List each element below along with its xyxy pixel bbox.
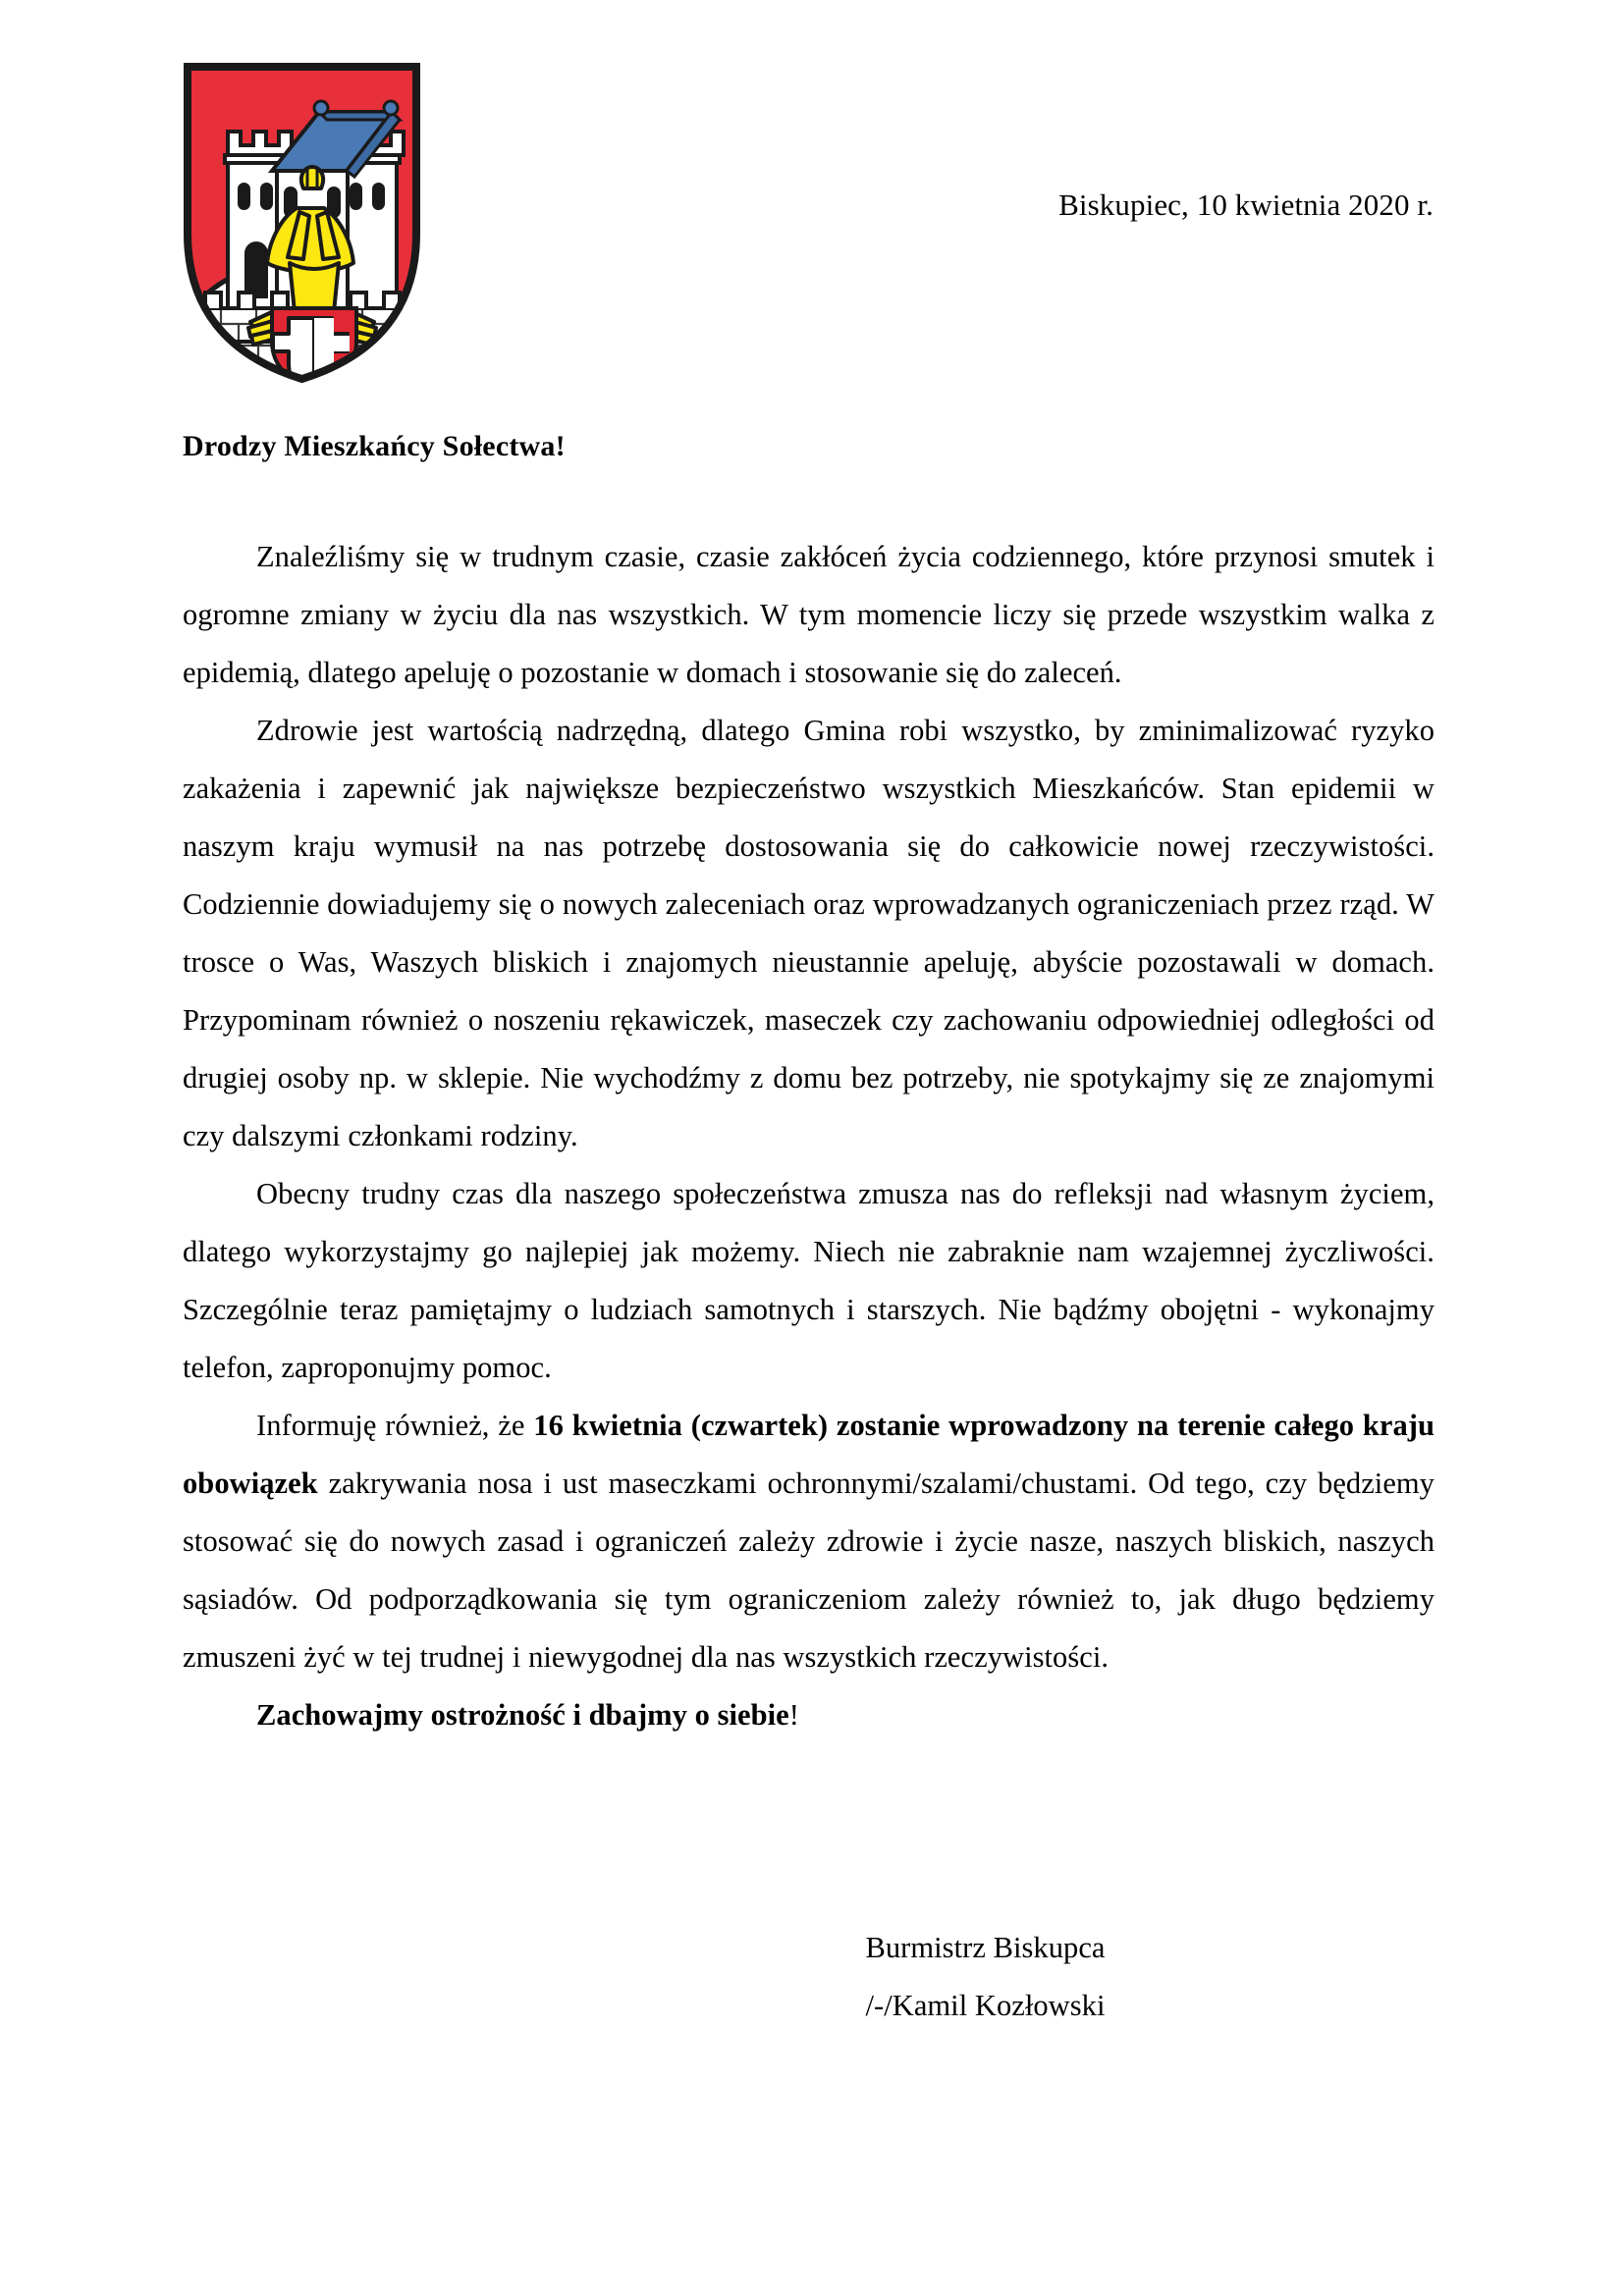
paragraph-4-tail: zakrywania nosa i ust maseczkami ochronnymi/szalami/chustami. Od tego, czy będziemy stosować się do nowych zasad i ograniczeń zależy zdrowie i życie nasze, naszych bliskich, naszych sąsiadów. Od podporządkowania się tym ograniczeniom zależy również to, jak długo będziemy zmuszeni żyć w tej trudnej i niewygodnej dla nas wszystkich rzeczywistości.: [183, 1466, 1435, 1674]
paragraph-4-lead: Informuję również, że: [256, 1408, 534, 1442]
closing-tail: !: [788, 1697, 799, 1732]
letterhead: [0, 0, 1624, 294]
paragraph-1: Znaleźliśmy się w trudnym czasie, czasie zakłóceń życia codziennego, które przynosi smutek i ogromne zmiany w życiu dla nas wszystkich. W tym momencie liczy się przede wszystkim walka z epidemią, dlatego apeluję o pozostanie w domach i stosowanie się do zaleceń.: [183, 539, 1435, 689]
letter-body: [183, 427, 1435, 1744]
signature-title: Burmistrz Biskupca: [865, 1931, 1106, 1964]
paragraph-2: Zdrowie jest wartością nadrzędną, dlatego Gmina robi wszystko, by zminimalizować ryzyko zakażenia i zapewnić jak największe bezpieczeństwo wszystkich Mieszkańców. Stan epidemii w naszym kraju wymusił na nas potrzebę dostosowania się do całkowicie nowej rzeczywistości. Codziennie dowiadujemy się o nowych zaleceniach oraz wprowadzanych ograniczeniach przez rząd. W trosce o Was, Waszych bliskich i znajomych nieustannie apeluję, abyście pozostawali w domach. Przypominam również o noszeniu rękawiczek, maseczek czy zachowaniu odpowiedniej odległości od drugiej osoby np. w sklepie. Nie wychodźmy z domu bez potrzeby, nie spotykajmy się ze znajomymi czy dalszymi członkami rodziny.: [183, 713, 1435, 1152]
paragraph-3: Obecny trudny czas dla naszego społeczeństwa zmusza nas do refleksji nad własnym życiem, dlatego wykorzystajmy go najlepiej jak możemy. Niech nie zabraknie nam wzajemnej życzliwości. Szczególnie teraz pamiętajmy o ludziach samotnych i starszych. Nie bądźmy obojętni - wykonajmy telefon, zaproponujmy pomoc.: [183, 1176, 1435, 1384]
closing-line: [183, 1686, 1435, 1744]
signature-block: [183, 1919, 1435, 2035]
closing-emphasis: Zachowajmy ostrożność i dbajmy o siebie: [256, 1697, 789, 1732]
paragraph-4: [183, 1397, 1435, 1686]
salutation: Drodzy Mieszkańcy Sołectwa!: [183, 430, 566, 462]
signature-name: /-/Kamil Kozłowski: [865, 1989, 1106, 2022]
date-line: Biskupiec, 10 kwietnia 2020 r.: [1058, 187, 1434, 222]
paragraph-4-emphasis: 16 kwietnia (czwartek) zostanie wprowadzony na terenie całego kraju obowiązek: [183, 1408, 1435, 1500]
